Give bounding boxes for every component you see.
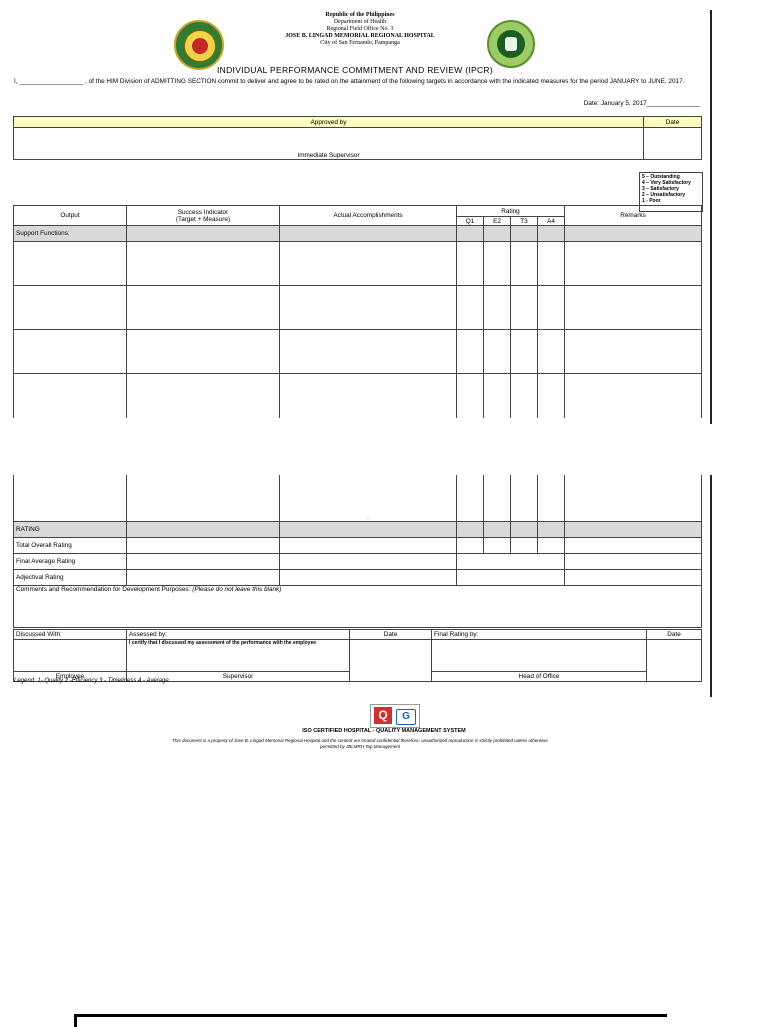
comments-note: (Please do not leave this blank) bbox=[192, 585, 282, 593]
scale-item: 4 – Very Satisfactory bbox=[642, 180, 691, 186]
iso-title: ISO CERTIFIED HOSPITAL - QUALITY MANAGEMENT SYSTEM bbox=[302, 728, 466, 734]
comments-cell[interactable] bbox=[14, 585, 702, 627]
employee-label: Employee bbox=[14, 672, 127, 682]
comments-label: Comments and Recommendation for Development Purposes: bbox=[16, 585, 191, 593]
col-e: E2 bbox=[484, 217, 511, 226]
approval-table bbox=[13, 116, 702, 160]
scale-item: 5 – Outstanding bbox=[642, 174, 680, 180]
hospital-seal-icon bbox=[487, 20, 535, 68]
certify-text: I certify that I discussed my assessment of the performance with the employee bbox=[127, 640, 350, 672]
discussed-label: Discussed With: bbox=[14, 630, 127, 640]
commitment-statement: I, __________________ , of the HIM Division of ADMITTING SECTION commit to deliver and agree to be rated on the attainment of the following targets in accordance with the indicated measures for the period JANUARY to JUNE, 2017. bbox=[14, 78, 685, 85]
col-q: Q1 bbox=[457, 217, 484, 226]
header-line-3: Regional Field Office No. 3 bbox=[326, 26, 394, 32]
iso-note: This document is a property of Jose B. Lingad Memorial Regional Hospital and the content are treated confidential therefore, unauthorized reproduction is strictly prohibited unless otherwise permitted by JBLMRH Top Management bbox=[172, 738, 548, 749]
performance-table bbox=[13, 205, 702, 418]
date-label-1: Date bbox=[350, 630, 432, 640]
col-remarks: Remarks bbox=[565, 206, 702, 226]
target-measure-label: (Target + Measure) bbox=[175, 215, 231, 223]
form-page-1 bbox=[0, 10, 712, 424]
total-overall-label: Total Overall Rating bbox=[14, 537, 127, 553]
header-line-4: JOSE B. LINGAD MEMORIAL REGIONAL HOSPITAL bbox=[285, 33, 435, 39]
col-success-indicator bbox=[127, 206, 280, 226]
letterhead bbox=[250, 12, 470, 47]
head-sign[interactable] bbox=[432, 640, 647, 672]
date-line: Date: January 5, 2017_______________ bbox=[583, 100, 700, 107]
supervisor-label: Immediate Supervisor bbox=[14, 128, 644, 160]
iso-q-icon: Q bbox=[374, 707, 392, 724]
table-row[interactable] bbox=[14, 242, 702, 286]
scale-item: 2 – Unsatisfactory bbox=[642, 192, 686, 198]
support-functions-label: Support Functions: bbox=[14, 226, 127, 242]
form-page-2 bbox=[0, 475, 712, 697]
header-line-5: City of San Fernando, Pampanga bbox=[320, 40, 400, 46]
col-rating: Rating bbox=[457, 206, 565, 217]
col-actual: Actual Accomplishments bbox=[280, 206, 457, 226]
scale-item: 1 - Poor bbox=[642, 198, 661, 204]
date-cell-1[interactable] bbox=[350, 640, 432, 682]
col-a: A4 bbox=[538, 217, 565, 226]
head-of-office-label: Head of Office bbox=[432, 672, 647, 682]
summary-table bbox=[13, 475, 702, 628]
table-row[interactable] bbox=[14, 374, 702, 418]
date-label-2: Date bbox=[647, 630, 702, 640]
col-output: Output bbox=[14, 206, 127, 226]
next-page-edge bbox=[74, 1014, 667, 1027]
date-cell-2[interactable] bbox=[647, 640, 702, 682]
employee-sign[interactable] bbox=[14, 640, 127, 672]
supervisor-sign-label: Supervisor bbox=[127, 672, 350, 682]
signature-table bbox=[13, 629, 702, 682]
final-average-label: Final Average Rating bbox=[14, 553, 127, 569]
adjectival-label: Adjectival Rating bbox=[14, 569, 127, 585]
iso-logo-icon bbox=[370, 704, 420, 728]
assessed-label: Assessed by: bbox=[127, 630, 350, 640]
col-t: T3 bbox=[511, 217, 538, 226]
final-rating-label: Final Rating by: bbox=[432, 630, 647, 640]
doh-seal-icon bbox=[174, 20, 224, 70]
approval-date-cell[interactable] bbox=[644, 128, 702, 160]
approved-by-label: Approved by bbox=[14, 117, 644, 128]
table-row[interactable] bbox=[14, 330, 702, 374]
approval-date-label: Date bbox=[644, 117, 702, 128]
iso-g-icon: G bbox=[396, 709, 416, 725]
table-row[interactable] bbox=[14, 475, 702, 521]
rating-label: RATING bbox=[14, 521, 127, 537]
table-row[interactable] bbox=[14, 286, 702, 330]
stray-dot: . bbox=[280, 475, 457, 521]
form-title: INDIVIDUAL PERFORMANCE COMMITMENT AND REVIEW (IPCR) bbox=[217, 65, 493, 75]
success-indicator-label: Success Indicator bbox=[177, 208, 229, 216]
scale-item: 3 – Satisfactory bbox=[642, 186, 679, 192]
header-line-2: Department of Health bbox=[333, 19, 387, 25]
legend: Legend: 1- Quality 2 -Efficiency 3 - Timeliness 4 - Average bbox=[14, 678, 169, 684]
header-line-1: Republic of the Philippines bbox=[325, 12, 395, 18]
